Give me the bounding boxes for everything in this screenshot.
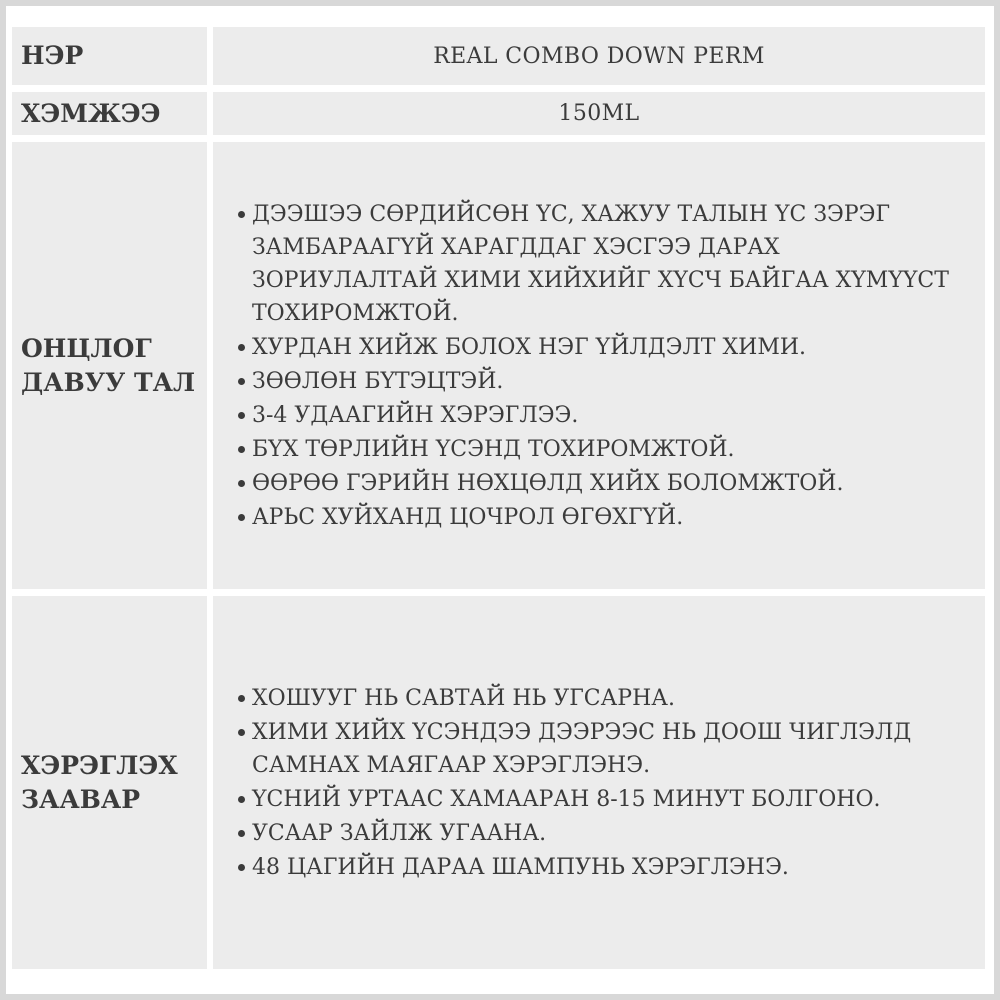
row-value-features bbox=[213, 142, 985, 589]
list-item bbox=[238, 716, 970, 782]
list-item bbox=[238, 501, 970, 534]
list-item bbox=[238, 783, 970, 816]
product-size-text: 150ML bbox=[558, 101, 640, 126]
product-table bbox=[12, 27, 985, 969]
bullet-icon bbox=[238, 211, 245, 218]
bullet-icon bbox=[238, 830, 245, 837]
feature-text: ДЭЭШЭЭ СӨРДИЙСӨН ҮС, ХАЖУУ ТАЛЫН ҮС ЗЭРЭГ ЗАМБАРААГҮЙ ХАРАГДДАГ ХЭСГЭЭ ДАРАХ ЗОРИУЛАЛТАЙ ХИМИ ХИЙХИЙГ ХҮСЧ БАЙГАА ХҮМҮҮСТ ТОХИРОМЖТОЙ. bbox=[252, 201, 949, 326]
row-label-name bbox=[12, 27, 207, 85]
features-list bbox=[238, 198, 970, 534]
bullet-icon bbox=[238, 796, 245, 803]
row-value-size bbox=[213, 92, 985, 135]
bullet-icon bbox=[238, 695, 245, 702]
feature-text: ЗӨӨЛӨН БҮТЭЦТЭЙ. bbox=[252, 368, 504, 394]
feature-text: ХУРДАН ХИЙЖ БОЛОХ НЭГ ҮЙЛДЭЛТ ХИМИ. bbox=[252, 334, 807, 360]
list-item bbox=[238, 467, 970, 500]
instruction-text: 48 ЦАГИЙН ДАРАА ШАМПУНЬ ХЭРЭГЛЭНЭ. bbox=[252, 854, 789, 880]
bullet-icon bbox=[238, 446, 245, 453]
list-item bbox=[238, 399, 970, 432]
row-label-instructions-text: ХЭРЭГЛЭХ ЗААВАР bbox=[21, 750, 178, 814]
list-item bbox=[238, 365, 970, 398]
instruction-text: ХОШУУГ НЬ САВТАЙ НЬ УГСАРНА. bbox=[252, 685, 675, 711]
bullet-icon bbox=[238, 729, 245, 736]
row-label-name-text: НЭР bbox=[21, 41, 84, 70]
instruction-text: ҮСНИЙ УРТААС ХАМААРАН 8-15 МИНУТ БОЛГОНО. bbox=[252, 786, 881, 812]
list-item bbox=[238, 682, 970, 715]
product-name-text: REAL COMBO DOWN PERM bbox=[433, 43, 765, 69]
feature-text: ӨӨРӨӨ ГЭРИЙН НӨХЦӨЛД ХИЙХ БОЛОМЖТОЙ. bbox=[252, 470, 844, 496]
instructions-list bbox=[238, 682, 970, 884]
bullet-icon bbox=[238, 344, 245, 351]
row-label-size-text: ХЭМЖЭЭ bbox=[21, 98, 161, 128]
bullet-icon bbox=[238, 412, 245, 419]
row-value-name bbox=[213, 27, 985, 85]
feature-text: 3-4 УДААГИЙН ХЭРЭГЛЭЭ. bbox=[252, 402, 579, 428]
list-item bbox=[238, 331, 970, 364]
bullet-icon bbox=[238, 514, 245, 521]
bullet-icon bbox=[238, 480, 245, 487]
feature-text: БҮХ ТӨРЛИЙН ҮСЭНД ТОХИРОМЖТОЙ. bbox=[252, 436, 735, 462]
list-item bbox=[238, 433, 970, 466]
row-label-features-text: ОНЦЛОГ ДАВУУ ТАЛ bbox=[21, 333, 196, 397]
instruction-text: УСААР ЗАЙЛЖ УГААНА. bbox=[252, 820, 547, 846]
instruction-text: ХИМИ ХИЙХ ҮСЭНДЭЭ ДЭЭРЭЭС НЬ ДООШ ЧИГЛЭЛД САМНАХ МАЯГААР ХЭРЭГЛЭНЭ. bbox=[252, 719, 912, 778]
row-label-size bbox=[12, 92, 207, 135]
row-value-instructions bbox=[213, 596, 985, 969]
bullet-icon bbox=[238, 864, 245, 871]
list-item bbox=[238, 198, 970, 330]
bullet-icon bbox=[238, 378, 245, 385]
list-item bbox=[238, 851, 970, 884]
list-item bbox=[238, 817, 970, 850]
row-label-features bbox=[12, 142, 207, 589]
row-label-instructions bbox=[12, 596, 207, 969]
feature-text: АРЬС ХУЙХАНД ЦОЧРОЛ ӨГӨХГҮЙ. bbox=[252, 504, 684, 530]
